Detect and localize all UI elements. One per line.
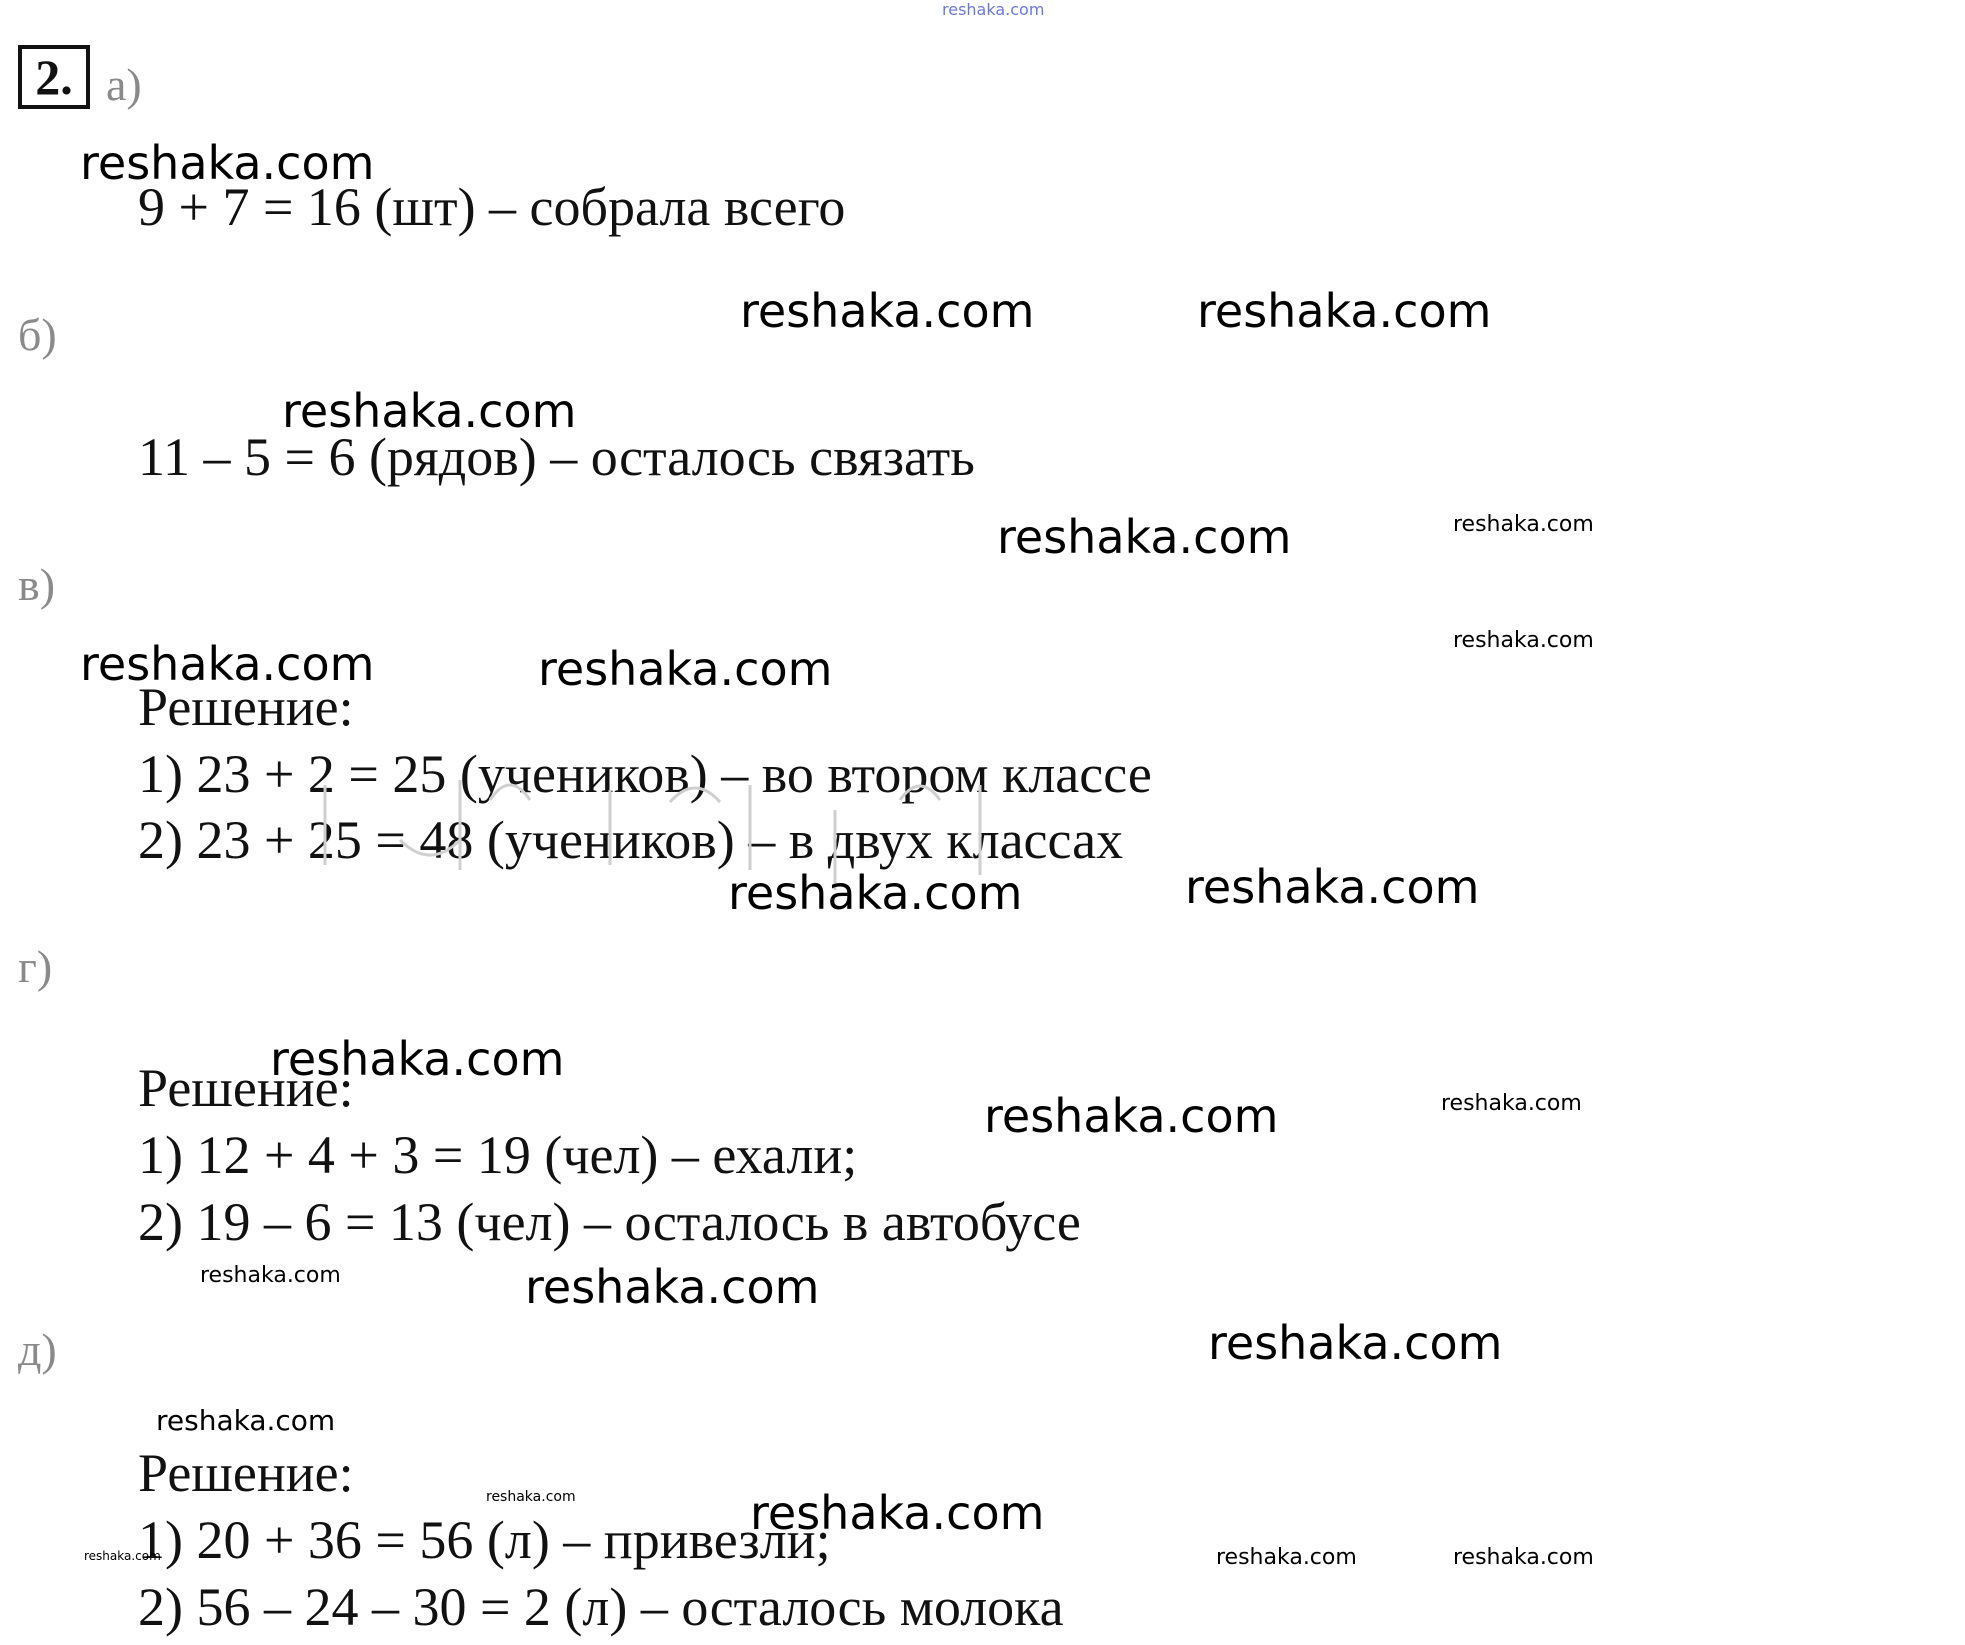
section-g-heading: Решение: xyxy=(138,1058,354,1118)
watermark: reshaka.com xyxy=(80,136,375,190)
section-g-line-1: 1) 12 + 4 + 3 = 19 (чел) – ехали; xyxy=(138,1125,858,1185)
section-a-line-1: 9 + 7 = 16 (шт) – собрала всего xyxy=(138,177,846,237)
section-d-line-2: 2) 56 – 24 – 30 = 2 (л) – осталось молока xyxy=(138,1577,1064,1637)
ghost-strokes xyxy=(280,690,1260,890)
watermark-tiny: reshaka.com xyxy=(84,1549,161,1563)
watermark: reshaka.com xyxy=(270,1032,565,1086)
watermark: reshaka.com xyxy=(984,1089,1279,1143)
watermark: reshaka.com xyxy=(1197,284,1492,338)
section-label-b: б) xyxy=(18,309,57,360)
watermark: reshaka.com xyxy=(997,510,1292,564)
problem-number: 2. xyxy=(18,45,90,109)
watermark: reshaka.com xyxy=(1208,1316,1503,1370)
section-b-line-1: 11 – 5 = 6 (рядов) – осталось связать xyxy=(138,427,975,487)
section-label-g: г) xyxy=(18,941,53,992)
watermark: reshaka.com xyxy=(80,637,375,691)
section-d-heading: Решение: xyxy=(138,1443,354,1503)
watermark: reshaka.com xyxy=(750,1486,1045,1540)
watermark-medium: reshaka.com xyxy=(156,1404,336,1437)
watermark-tiny: reshaka.com xyxy=(486,1489,576,1505)
watermark-small: reshaka.com xyxy=(1453,1545,1594,1570)
watermark-small: reshaka.com xyxy=(1216,1545,1357,1570)
watermark-small: reshaka.com xyxy=(1453,628,1594,653)
watermark: reshaka.com xyxy=(525,1260,820,1314)
watermark-top: reshaka.com xyxy=(942,0,1045,19)
section-v-line-2: 2) 23 + 25 = 48 (учеников) – в двух классах xyxy=(138,810,1124,870)
section-d-line-1: 1) 20 + 36 = 56 (л) – привезли; xyxy=(138,1510,831,1570)
watermark-small: reshaka.com xyxy=(200,1263,341,1288)
section-label-v: в) xyxy=(18,559,56,610)
section-g-line-2: 2) 19 – 6 = 13 (чел) – осталось в автобусе xyxy=(138,1192,1081,1252)
watermark: reshaka.com xyxy=(538,642,833,696)
watermark: reshaka.com xyxy=(728,866,1023,920)
watermark: reshaka.com xyxy=(740,284,1035,338)
section-v-heading: Решение: xyxy=(138,677,354,737)
watermark: reshaka.com xyxy=(1185,860,1480,914)
section-label-a: а) xyxy=(106,59,142,110)
section-label-d: д) xyxy=(18,1324,57,1375)
watermark-small: reshaka.com xyxy=(1453,512,1594,537)
watermark: reshaka.com xyxy=(282,384,577,438)
watermark-small: reshaka.com xyxy=(1441,1091,1582,1116)
section-v-line-1: 1) 23 + 2 = 25 (учеников) – во втором классе xyxy=(138,744,1152,804)
